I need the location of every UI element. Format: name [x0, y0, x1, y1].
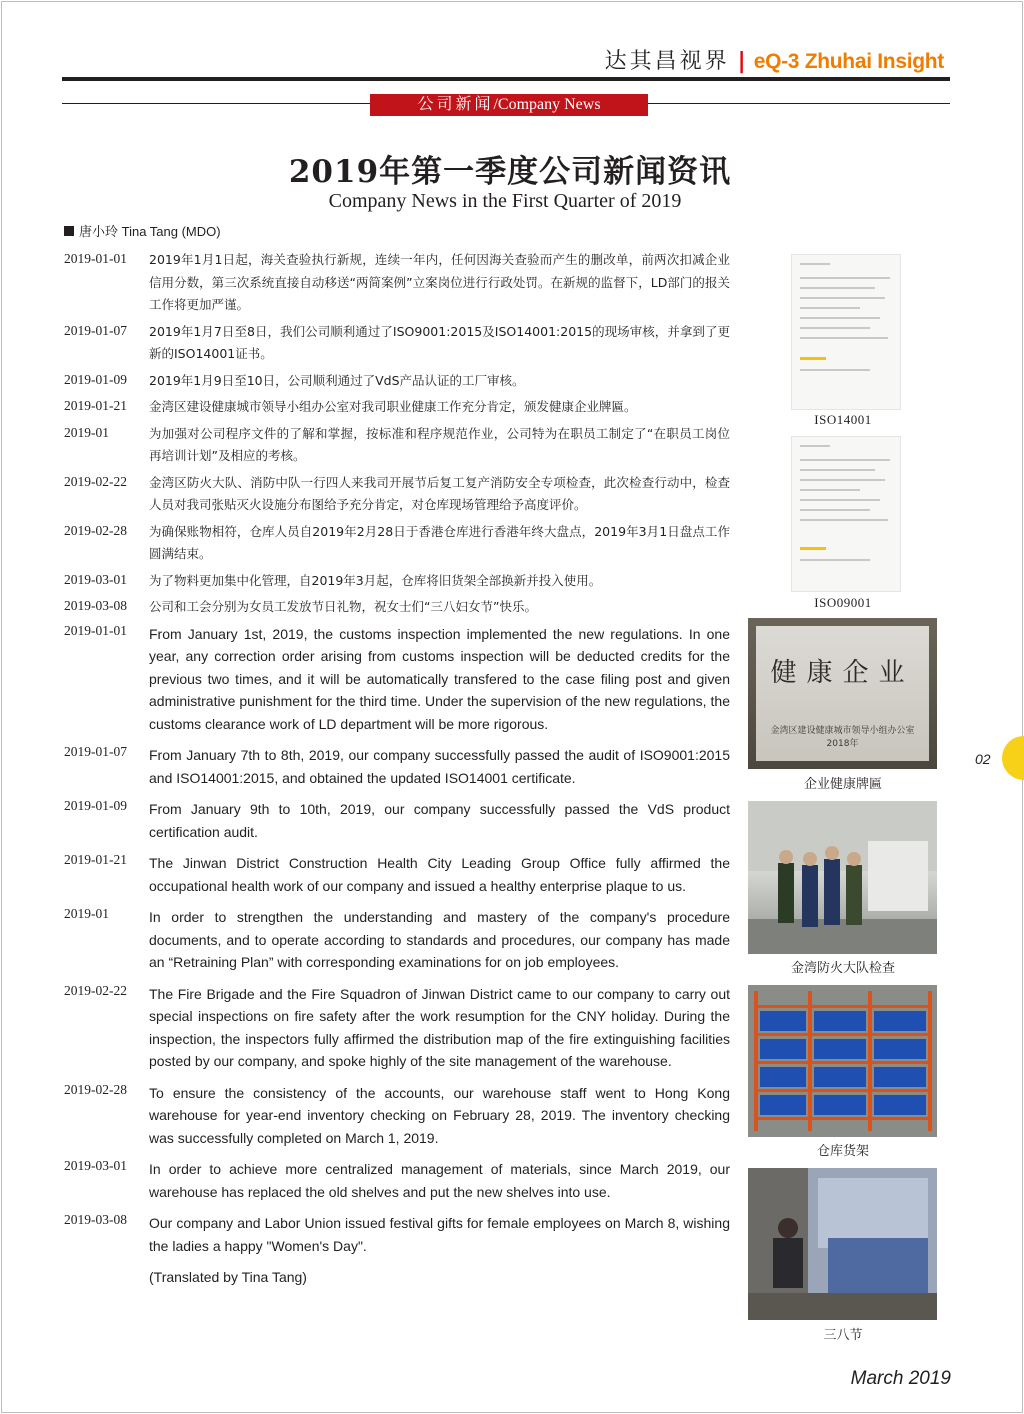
brand-cn: 达其昌视界 [604, 49, 730, 74]
article-subtitle: Company News in the First Quarter of 2019 [328, 190, 682, 212]
news-text: From January 7th to 8th, 2019, our company successfully passed the audit of ISO9001:2015 and ISO14001:2015, and obtained the updated ISO14001 certificate. [149, 747, 730, 786]
news-date: 2019-03-08 [64, 1212, 127, 1227]
square-bullet-icon [64, 226, 74, 236]
news-item-en [64, 623, 730, 736]
cert-line [800, 469, 875, 471]
cert-line [800, 519, 888, 521]
cert-line [800, 479, 885, 481]
iso9001-caption: ISO09001 [814, 595, 872, 610]
fire-inspection-caption: 金湾防火大队检查 [790, 961, 895, 976]
news-text: To ensure the consistency of the accounts, our warehouse staff went to Hong Kong warehouse for year-end inventory checking on February 28, 2019. The inventory checking was successfully completed on March 1, 2019. [149, 1084, 730, 1146]
news-item-cn [64, 423, 730, 468]
news-text: 2019年1月1日起，海关查验执行新规，连续一年内，任何因海关查验而产生的删改单，前两次扣减企业信用分数，第三次系统直接自动移送“两简案例”立案岗位进行行政处罚。在新规的监督下，LD部门的报关工作将更加严谨。 [149, 252, 730, 312]
cert-stamp [800, 547, 826, 550]
news-item-en [64, 852, 730, 897]
cert-line [800, 559, 870, 561]
news-item-en [64, 1212, 730, 1257]
cert-line [800, 277, 890, 279]
masthead [605, 44, 944, 75]
fire-inspection-illustration [748, 801, 937, 954]
news-item-cn [64, 396, 730, 419]
womens-day-caption: 三八节 [823, 1328, 863, 1343]
news-date: 2019-01-21 [64, 852, 127, 867]
fire-inspection-photo [748, 801, 937, 954]
news-text: In order to strengthen the understanding and mastery of the company's procedure documents, and to operate according to standards and procedures, our company has made an “Retraining Plan” with corresponding examinations for on job employees. [149, 909, 730, 970]
news-item-en [64, 744, 730, 789]
news-date: 2019-02-22 [64, 982, 127, 998]
author-name: 唐小玲 Tina Tang (MDO) [79, 224, 221, 239]
iso14001-certificate-image [791, 254, 901, 410]
news-list [64, 249, 730, 1288]
brand-en: eQ-3 Zhuhai Insight [753, 50, 944, 73]
warehouse-shelf-photo [748, 985, 937, 1137]
cert-stamp [800, 357, 826, 360]
news-item-cn [64, 370, 730, 393]
plaque-year: 2018年 [826, 739, 859, 749]
issue-date: March 2019 [850, 1368, 951, 1389]
cert-line [800, 263, 830, 265]
news-text: Our company and Labor Union issued festival gifts for female employees on March 8, wishing the ladies a happy "Women's Day". [149, 1215, 730, 1254]
cert-line [800, 297, 885, 299]
news-item-cn [64, 570, 730, 593]
news-date: 2019-01-01 [64, 251, 127, 266]
cert-line [800, 327, 870, 329]
translation-credit: (Translated by Tina Tang) [149, 1269, 307, 1285]
brand-separator: | [737, 49, 746, 74]
news-date: 2019-02-28 [64, 522, 127, 538]
cert-line [800, 307, 860, 309]
plaque-board [756, 626, 929, 761]
cert-line [800, 509, 870, 511]
warehouse-shelf-caption: 仓库货架 [816, 1144, 869, 1159]
news-text: 为加强对公司程序文件的了解和掌握，按标准和程序规范作业，公司特为在职员工制定了“在职员工岗位再培训计划”及相应的考核。 [149, 425, 730, 463]
news-text: 2019年1月9日至10日，公司顺利通过了VdS产品认证的工厂审核。 [149, 372, 525, 388]
news-date: 2019-02-22 [64, 473, 127, 489]
news-text: 金湾区建设健康城市领导小组办公室对我司职业健康工作充分肯定，颁发健康企业牌匾。 [149, 399, 637, 414]
news-item-cn [64, 321, 730, 366]
cert-line [800, 499, 880, 501]
news-date: 2019-01 [64, 424, 109, 440]
section-tag [370, 94, 648, 116]
news-text: The Jinwan District Construction Health City Leading Group Office fully affirmed the occupational health work of our company and issued a healthy enterprise plaque to us. [149, 855, 730, 894]
news-item-en [64, 983, 730, 1073]
news-date: 2019-03-08 [64, 598, 127, 613]
cert-line [800, 459, 890, 461]
news-date: 2019-01-07 [64, 322, 127, 338]
plaque-issuer: 金湾区建设健康城市领导小组办公室 [770, 726, 915, 736]
cert-line [800, 489, 860, 491]
section-tag-cn: 公司新闻 [417, 96, 494, 113]
womens-day-illustration [748, 1168, 937, 1320]
warehouse-shelf-illustration [748, 985, 937, 1137]
news-item-cn [64, 472, 730, 517]
section-tag-en: /Company News [493, 96, 601, 113]
cert-line [800, 337, 888, 339]
womens-day-photo [748, 1168, 937, 1320]
news-item-cn [64, 249, 730, 317]
news-text: The Fire Brigade and the Fire Squadron of Jinwan District came to our company to carry out special inspections on fire safety after the work resumption for the CNY holiday. During the inspection, the inspectors fully affirmed the distribution map of the fire extinguishing facilities posted by our company, and spoke highly of the site management of the warehouse. [149, 985, 730, 1069]
iso14001-caption: ISO14001 [814, 412, 872, 427]
plaque-title: 健康企业 [770, 658, 915, 688]
header-rule [62, 77, 950, 81]
news-item-en [64, 906, 730, 974]
iso9001-certificate-image [791, 436, 901, 592]
news-text: In order to achieve more centralized management of materials, since March 2019, our warehouse has replaced the old shelves and put the new shelves into use. [149, 1161, 730, 1200]
health-plaque-image [748, 618, 937, 769]
news-date: 2019-01 [64, 906, 109, 921]
news-item-cn [64, 521, 730, 566]
news-date: 2019-01-09 [64, 371, 127, 387]
article-title: 2019年第一季度公司新闻资讯 [288, 154, 732, 190]
news-date: 2019-01-09 [64, 798, 127, 813]
news-date: 2019-02-28 [64, 1081, 127, 1097]
news-date: 2019-03-01 [64, 1158, 127, 1173]
news-date: 2019-03-01 [64, 571, 127, 587]
news-text: 2019年1月7日至8日，我们公司顺利通过了ISO9001:2015及ISO14001:2015的现场审核，并拿到了更新的ISO14001证书。 [149, 323, 730, 361]
news-text: 为确保账物相符，仓库人员自2019年2月28日于香港仓库进行香港年终大盘点，2019年3月1日盘点工作圆满结束。 [149, 523, 730, 561]
news-date: 2019-01-21 [64, 398, 127, 413]
news-text: 金湾区防火大队、消防中队一行四人来我司开展节后复工复产消防安全专项检查，此次检查行动中，检查人员对我司张贴灭火设施分布图给予充分肯定，对仓库现场管理给予高度评价。 [149, 474, 730, 512]
news-text: From January 1st, 2019, the customs inspection implemented the new regulations. In one year, any correction order arising from customs inspection will be deducted credits for the previous two times, and it will be automatically transfered to the case filing post and given administrative punishment for the third time. Under the supervision of the new regulations, the customs clearance work of LD department will be more rigorous. [149, 625, 730, 732]
news-text: 为了物料更加集中化管理，自2019年3月起，仓库将旧货架全部换新并投入使用。 [149, 572, 602, 588]
cert-line [800, 317, 880, 319]
plaque-caption: 企业健康牌匾 [803, 777, 882, 792]
author-line [64, 221, 221, 240]
news-date: 2019-01-07 [64, 744, 127, 759]
news-text: 公司和工会分别为女员工发放节日礼物，祝女士们“三八妇女节”快乐。 [149, 599, 537, 614]
news-date: 2019-01-01 [64, 622, 127, 638]
news-item-cn [64, 596, 730, 619]
cert-line [800, 445, 830, 447]
news-item-en [64, 1082, 730, 1150]
cert-line [800, 369, 870, 371]
news-item-en [64, 798, 730, 843]
page-number: 02 [975, 751, 991, 767]
news-item-en [64, 1158, 730, 1203]
cert-line [800, 287, 875, 289]
news-text: From January 9th to 10th, 2019, our company successfully passed the VdS product certification audit. [149, 801, 730, 840]
